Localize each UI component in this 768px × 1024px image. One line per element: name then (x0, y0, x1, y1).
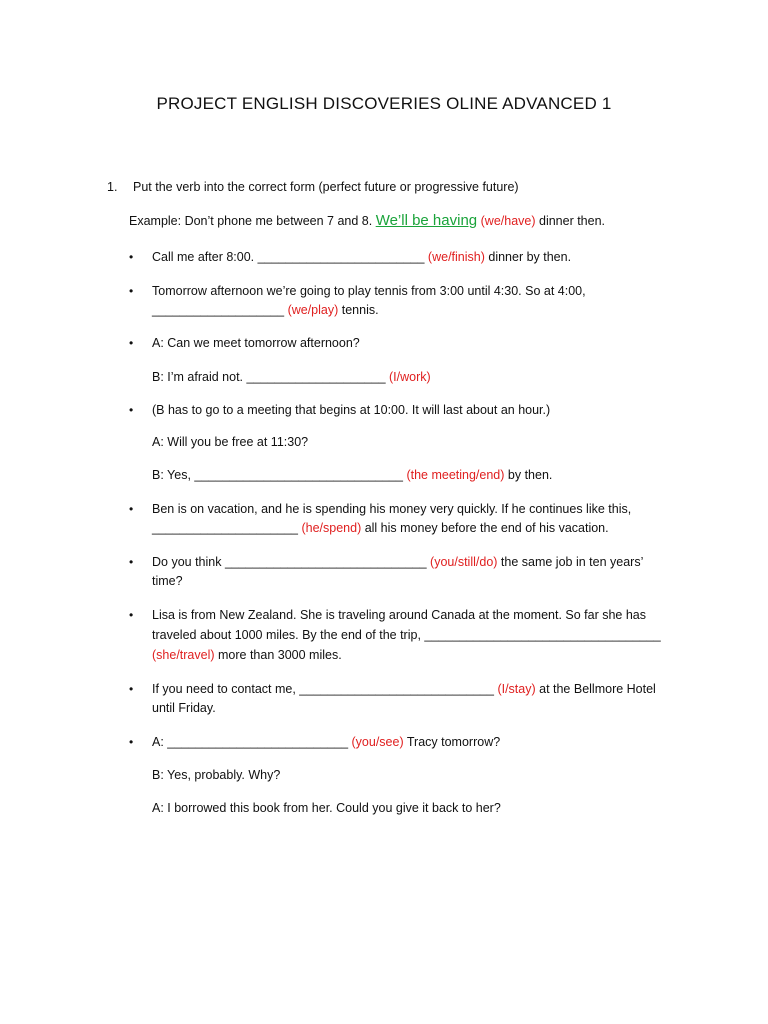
line-text: B: Yes, ______________________________ (152, 468, 407, 482)
verb-hint: (you/see) (351, 735, 404, 749)
document-title: PROJECT ENGLISH DISCOVERIES OLINE ADVANCED 1 (156, 94, 612, 113)
line-text: until Friday. (152, 701, 216, 715)
exercise-line (152, 800, 501, 816)
exercise-line (152, 607, 646, 623)
example-hint: (we/have) (480, 214, 536, 228)
exercise-line (152, 501, 631, 517)
exercise-line (152, 302, 379, 318)
example-line (129, 213, 605, 229)
line-text: A: __________________________ (152, 735, 352, 749)
exercise-line (152, 700, 216, 716)
example-suffix: dinner then. (535, 214, 606, 228)
line-text: A: I borrowed this book from her. Could you give it back to her? (152, 801, 501, 815)
bullet-icon: • (129, 735, 134, 749)
line-text: A: Can we meet tomorrow afternoon? (152, 336, 360, 350)
line-text-end: at the Bellmore Hotel (535, 682, 656, 696)
line-text-end: more than 3000 miles. (214, 648, 342, 662)
verb-hint: (we/finish) (427, 250, 485, 264)
bullet-icon: • (129, 403, 134, 417)
exercise-line (152, 767, 280, 783)
exercise-line (152, 681, 656, 697)
line-text: ___________________ (152, 303, 288, 317)
verb-hint: (the meeting/end) (406, 468, 505, 482)
line-text: B: Yes, probably. Why? (152, 768, 281, 782)
bullet-icon: • (129, 284, 134, 298)
line-text: A: Will you be free at 11:30? (152, 435, 309, 449)
line-text-end: all his money before the end of his vacation. (361, 521, 609, 535)
line-text: Lisa is from New Zealand. She is traveling around Canada at the moment. So far she has (152, 608, 647, 622)
line-text: Do you think _____________________________ (152, 555, 431, 569)
line-text-end: Tracy tomorrow? (403, 735, 501, 749)
section-number: 1. (107, 180, 118, 194)
bullet-icon: • (129, 336, 134, 350)
line-text: Tomorrow afternoon we’re going to play tennis from 3:00 until 4:30. So at 4:00, (152, 284, 586, 298)
line-text-end: the same job in ten years’ (497, 555, 644, 569)
line-text: traveled about 1000 miles. By the end of the trip, __________________________________ (152, 628, 661, 642)
verb-hint: (you/still/do) (430, 555, 498, 569)
exercise-line (152, 467, 552, 483)
example-answer: We’ll be having (375, 212, 478, 229)
exercise-line (152, 627, 661, 643)
line-text: (B has to go to a meeting that begins at 10:00. It will last about an hour.) (152, 403, 551, 417)
line-text: B: I’m afraid not. ____________________ (152, 370, 389, 384)
exercise-line (152, 402, 550, 418)
verb-hint: (he/spend) (301, 521, 362, 535)
line-text-end: by then. (504, 468, 553, 482)
line-text-end: dinner by then. (484, 250, 572, 264)
section-instruction: Put the verb into the correct form (perfect future or progressive future) (133, 180, 519, 194)
verb-hint: (we/play) (287, 303, 339, 317)
example-prefix: Example: Don’t phone me between 7 and 8. (129, 214, 376, 228)
exercise-line (152, 554, 643, 570)
bullet-icon: • (129, 502, 134, 516)
exercise-line (152, 520, 609, 536)
line-text: time? (152, 574, 183, 588)
line-text: If you need to contact me, ____________________________ (152, 682, 498, 696)
verb-hint: (I/work) (389, 370, 431, 384)
line-text: _____________________ (152, 521, 302, 535)
bullet-icon: • (129, 608, 134, 622)
exercise-line (152, 647, 342, 663)
exercise-line (152, 434, 308, 450)
bullet-icon: • (129, 250, 134, 264)
line-text-end: tennis. (338, 303, 379, 317)
verb-hint: (she/travel) (152, 648, 215, 662)
verb-hint: (I/stay) (497, 682, 536, 696)
exercise-line (152, 734, 500, 750)
line-text: Call me after 8:00. ________________________ (152, 250, 428, 264)
exercise-line (152, 369, 431, 385)
exercise-line (152, 335, 360, 351)
line-text: Ben is on vacation, and he is spending his money very quickly. If he continues like this, (152, 502, 632, 516)
exercise-line (152, 283, 586, 299)
exercise-line (152, 573, 183, 589)
bullet-icon: • (129, 682, 134, 696)
bullet-icon: • (129, 555, 134, 569)
exercise-line (152, 249, 571, 265)
